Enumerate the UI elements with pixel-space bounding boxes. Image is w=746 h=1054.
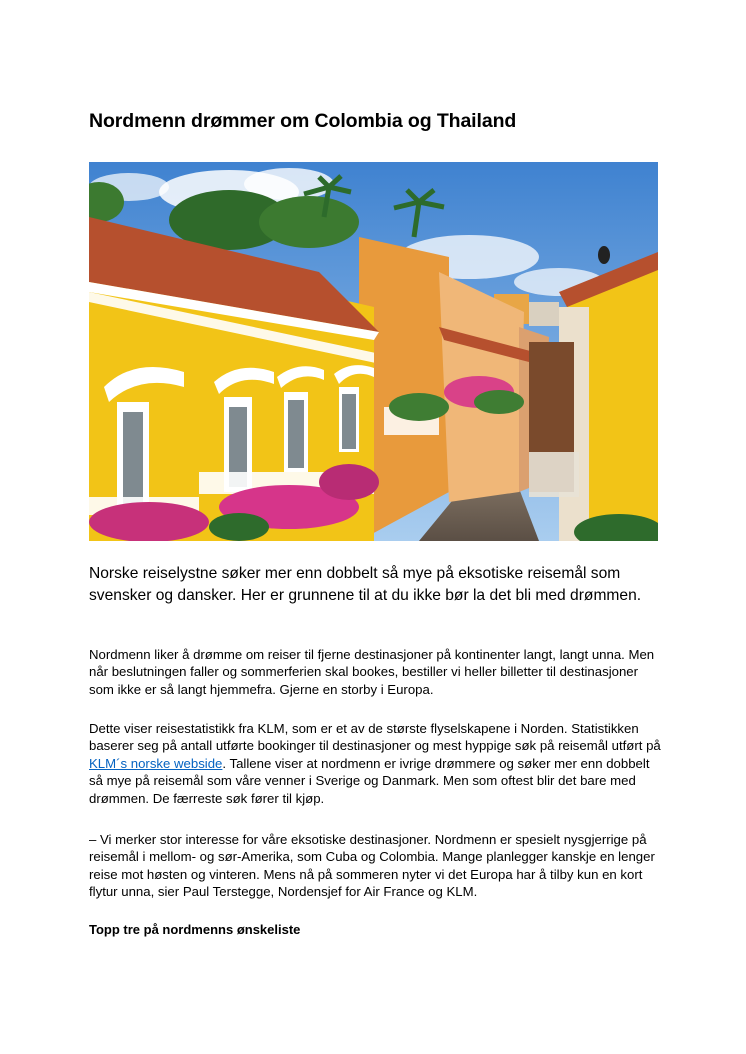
article-title: Nordmenn drømmer om Colombia og Thailand [89, 110, 517, 132]
klm-website-link[interactable]: KLM´s norske webside [89, 755, 223, 771]
paragraph-2-text-before: Dette viser reisestatistikk fra KLM, som er et av de største flyselskapene i Norden. Statistikken baserer seg på antall utførte bookinger til destinasjoner og mest hyppige søk på reisemål utført på [89, 721, 661, 754]
article-lead: Norske reiselystne søker mer enn dobbelt så mye på eksotiske reisemål som svensker og dansker. Her er grunnene til at du ikke bør la det bli med drømmen. [89, 565, 642, 604]
paragraph-1: Nordmenn liker å drømme om reiser til fjerne destinasjoner på kontinenter langt, langt unna. Men når beslutningen faller og sommerferien skal bookes, bestiller vi heller billetter til destinasjoner som ikke er så langt hjemmefra. Gjerne en storby i Europa. [89, 647, 655, 697]
paragraph-2 [89, 720, 664, 807]
section-subheading: Topp tre på nordmenns ønskeliste [89, 922, 301, 937]
paragraph-3-quote: – Vi merker stor interesse for våre eksotiske destinasjoner. Nordmenn er spesielt nysgjerrige på reisemål i mellom- og sør-Amerika, som Cuba og Colombia. Mange planlegger kanskje en lenger reise mot høsten og vinteren. Mens nå på sommeren nyter vi det Europa har å tilby kun en kort flytur unna, sier Paul Terstegge, Nordensjef for Air France og KLM. [89, 832, 655, 900]
paragraph-2-text-after: . Tallene viser at nordmenn er ivrige drømmere og søker mer enn dobbelt så mye på reisemål som våre venner i Sverige og Danmark. Men som oftest blir det bare med drømmen. De færreste søk fører til kjøp. [89, 755, 650, 806]
hero-photo-colonial-street [89, 162, 658, 541]
